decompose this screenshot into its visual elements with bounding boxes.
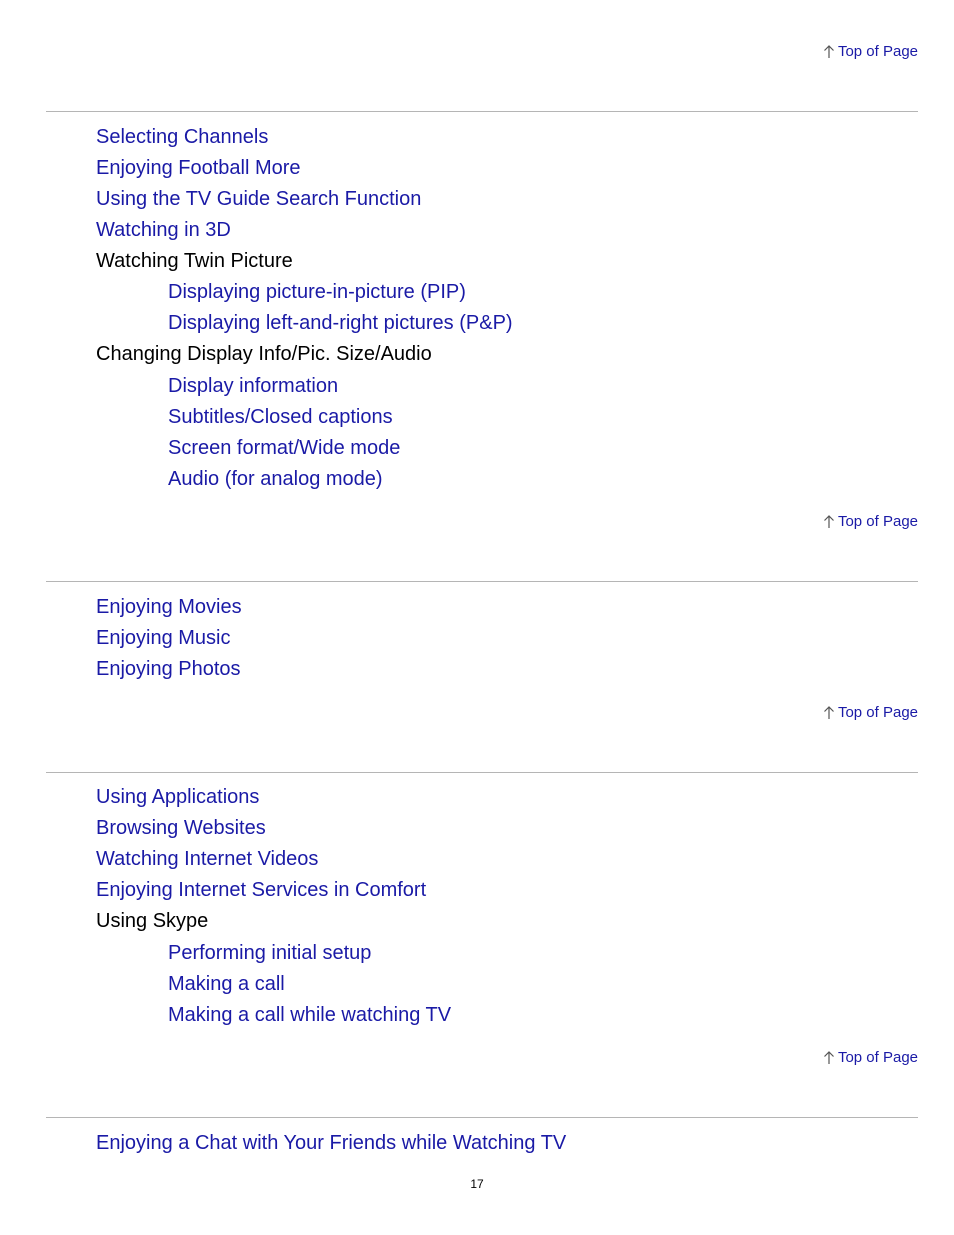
top-of-page-label: Top of Page bbox=[837, 43, 918, 60]
section-list-tv bbox=[0, 122, 954, 495]
link-enjoying-movies[interactable]: Enjoying Movies bbox=[96, 596, 242, 618]
link-watching-in-3d[interactable]: Watching in 3D bbox=[96, 219, 231, 241]
section-list-internet bbox=[0, 782, 954, 1031]
link-enjoying-music[interactable]: Enjoying Music bbox=[96, 627, 231, 649]
up-arrow-icon bbox=[823, 1051, 835, 1065]
up-arrow-icon bbox=[823, 45, 835, 59]
link-call-while-watching-tv[interactable]: Making a call while watching TV bbox=[168, 1004, 452, 1026]
up-arrow-icon bbox=[823, 706, 835, 720]
link-internet-services-comfort[interactable]: Enjoying Internet Services in Comfort bbox=[96, 879, 427, 901]
link-enjoying-photos[interactable]: Enjoying Photos bbox=[96, 658, 241, 680]
link-enjoying-football-more[interactable]: Enjoying Football More bbox=[96, 157, 301, 179]
section-divider bbox=[46, 111, 918, 112]
top-of-page-link[interactable] bbox=[823, 513, 918, 530]
link-pap[interactable]: Displaying left-and-right pictures (P&P) bbox=[168, 312, 513, 334]
link-pip[interactable]: Displaying picture-in-picture (PIP) bbox=[168, 281, 466, 303]
section-list-chat bbox=[0, 1128, 954, 1159]
link-browsing-websites[interactable]: Browsing Websites bbox=[96, 817, 266, 839]
link-watching-internet-videos[interactable]: Watching Internet Videos bbox=[96, 848, 319, 870]
top-of-page-link[interactable] bbox=[823, 704, 918, 721]
section-list-media bbox=[0, 592, 954, 685]
section-divider bbox=[46, 772, 918, 773]
link-selecting-channels[interactable]: Selecting Channels bbox=[96, 126, 269, 148]
link-making-a-call[interactable]: Making a call bbox=[168, 973, 285, 995]
section-divider bbox=[46, 581, 918, 582]
link-using-applications[interactable]: Using Applications bbox=[96, 786, 260, 808]
link-subtitles-closed-captions[interactable]: Subtitles/Closed captions bbox=[168, 406, 393, 428]
top-of-page-link[interactable] bbox=[823, 43, 918, 60]
up-arrow-icon bbox=[823, 515, 835, 529]
link-display-information[interactable]: Display information bbox=[168, 375, 339, 397]
link-screen-format-wide-mode[interactable]: Screen format/Wide mode bbox=[168, 437, 401, 459]
section-divider bbox=[46, 1117, 918, 1118]
top-of-page-label: Top of Page bbox=[837, 513, 918, 530]
top-of-page-label: Top of Page bbox=[837, 704, 918, 721]
link-tv-guide-search[interactable]: Using the TV Guide Search Function bbox=[96, 188, 422, 210]
link-audio-analog-mode[interactable]: Audio (for analog mode) bbox=[168, 468, 383, 490]
heading-watching-twin-picture: Watching Twin Picture bbox=[96, 250, 293, 272]
link-chat-with-friends[interactable]: Enjoying a Chat with Your Friends while Watching TV bbox=[96, 1132, 567, 1154]
heading-changing-display-info: Changing Display Info/Pic. Size/Audio bbox=[96, 343, 432, 365]
link-performing-initial-setup[interactable]: Performing initial setup bbox=[168, 942, 372, 964]
top-of-page-link[interactable] bbox=[823, 1049, 918, 1066]
heading-using-skype: Using Skype bbox=[96, 910, 209, 932]
top-of-page-label: Top of Page bbox=[837, 1049, 918, 1066]
page-number: 17 bbox=[470, 1177, 484, 1191]
